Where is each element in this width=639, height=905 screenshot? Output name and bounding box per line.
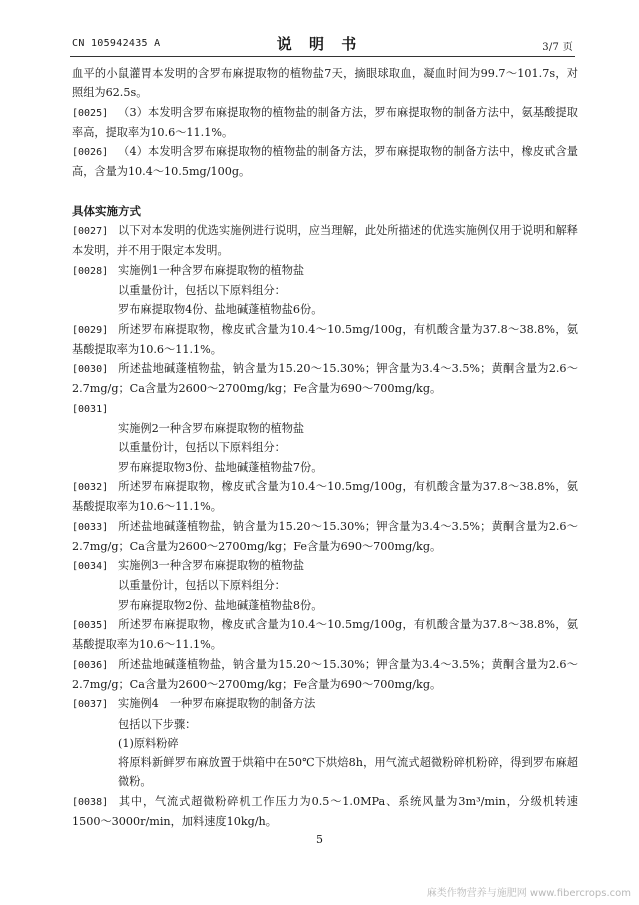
paragraph [72,281,578,300]
paragraph-number: [0029] [72,324,109,336]
paragraph-text: （3）本发明含罗布麻提取物的植物盐的制备方法，罗布麻提取物的制备方法中，氨基酸提取率高，提取率为10.6～11.1%。 [72,105,578,139]
paragraph-number: [0031] [72,403,109,415]
paragraph-number: [0030] [72,364,109,376]
paragraph-text: 所述罗布麻提取物，橡皮甙含量为10.4～10.5mg/100g，有机酸含量为37.8～38.8%，氨基酸提取率为10.6～11.1%。 [72,618,578,652]
paragraph [72,715,578,734]
paragraph [72,517,578,557]
paragraph-text: 实施例4 一种罗布麻提取物的制备方法 [118,697,316,711]
paragraph-text: 将原料新鲜罗布麻放置于烘箱中在50℃下烘焙8h，用气流式超微粉碎机粉碎，得到罗布麻超微粉。 [118,756,578,789]
paragraph-text: 实施例3一种含罗布麻提取物的植物盐 [118,559,305,573]
paragraph-text: 所述盐地碱蓬植物盐，钠含量为15.20～15.30%；钾含量为3.4～3.5%；黄酮含量为2.6～2.7mg/g；Ca含量为2600～2700mg/kg；Fe含量为690～700mg/kg。 [72,519,578,553]
paragraph-text: 罗布麻提取物2份、盐地碱蓬植物盐8份。 [118,598,323,612]
paragraph-number: [0026] [72,147,109,159]
paragraph-text: 所述盐地碱蓬植物盐，钠含量为15.20～15.30%；钾含量为3.4～3.5%；黄酮含量为2.6～2.7mg/g；Ca含量为2600～2700mg/kg；Fe含量为690～700mg/kg。 [72,362,578,396]
paragraph [72,64,578,103]
paragraph [72,320,578,360]
paragraph-number: [0033] [72,521,109,533]
paragraph [72,399,578,419]
page-number: 5 [316,833,323,846]
paragraph-number: [0036] [72,659,109,671]
paragraph [72,438,578,457]
paragraph-text: 包括以下步骤： [118,717,197,731]
paragraph [72,615,578,655]
paragraph-text: 实施例2一种含罗布麻提取物的植物盐 [118,422,305,436]
paragraph-text: 具体实施方式 [72,203,141,218]
paragraph-text: （4）本发明含罗布麻提取物的植物盐的制备方法，罗布麻提取物的制备方法中，橡皮甙含量高，含量为10.4～10.5mg/100g。 [72,145,578,179]
paragraph [72,576,578,595]
paragraph-number: [0037] [72,699,109,711]
paragraph-text: 以重量份计，包括以下原料组分： [118,283,286,297]
paragraph-text: 以下对本发明的优选实施例进行说明，应当理解，此处所描述的优选实施例仅用于说明和解释本发明，并不用于限定本发明。 [72,224,578,258]
paragraph-text: 所述罗布麻提取物，橡皮甙含量为10.4～10.5mg/100g，有机酸含量为37.8～38.8%，氨基酸提取率为10.6～11.1%。 [72,479,578,514]
paragraph-text: 以重量份计，包括以下原料组分： [118,579,286,593]
paragraph [72,419,578,438]
paragraph [72,300,578,319]
paragraph-number: [0035] [72,620,109,632]
paragraph-number: [0034] [72,561,109,573]
watermark: 麻类作物营养与施肥网 www.fibercrops.com [426,888,631,899]
header-rule [70,56,575,57]
paragraph [72,142,578,182]
doc-number: CN 105942435 A [72,38,161,49]
paragraph [72,359,578,399]
paragraph [72,103,578,143]
page-indicator: 3/7 页 [542,42,573,53]
paragraph [72,477,578,517]
paragraph-text: 其中，气流式超微粉碎机工作压力为0.5～1.0MPa、系统风量为3m³/min，分级机转速1500～3000r/min，加料速度10kg/h。 [72,794,578,828]
paragraph-text: 罗布麻提取物4份、盐地碱蓬植物盐6份。 [118,303,323,317]
paragraph-text: 以重量份计，包括以下原料组分： [118,441,286,455]
document-body [72,64,578,831]
paragraph [72,694,578,714]
paragraph-text: (1)原料粉碎 [118,736,179,750]
paragraph-number: [0027] [72,226,109,238]
doc-title: 说 明 书 [276,35,363,53]
section-heading [72,202,578,221]
paragraph [72,221,578,261]
paragraph-number: [0028] [72,265,109,277]
paragraph [72,596,578,615]
paragraph [72,753,578,792]
paragraph [72,556,578,576]
paragraph [72,792,578,832]
paragraph-text: 罗布麻提取物3份、盐地碱蓬植物盐7份。 [118,460,323,474]
paragraph-text: 所述盐地碱蓬植物盐，钠含量为15.20～15.30%；钾含量为3.4～3.5%；黄酮含量为2.6～2.7mg/g；Ca含量为2600～2700mg/kg；Fe含量为690～700mg/kg。 [72,657,578,691]
paragraph [72,734,578,753]
paragraph-number: [0038] [72,796,109,808]
paragraph [72,458,578,477]
paragraph-number: [0032] [72,481,109,493]
paragraph-text: 所述罗布麻提取物，橡皮甙含量为10.4～10.5mg/100g，有机酸含量为37.8～38.8%，氨基酸提取率为10.6～11.1%。 [72,322,578,356]
paragraph [72,655,578,695]
paragraph [72,261,578,281]
paragraph-text: 血平的小鼠灌胃本发明的含罗布麻提取物的植物盐7天，摘眼球取血，凝血时间为99.7～101.7s，对照组为62.5s。 [72,67,578,100]
paragraph-number: [0025] [72,107,109,119]
paragraph-text: 实施例1一种含罗布麻提取物的植物盐 [118,263,305,277]
